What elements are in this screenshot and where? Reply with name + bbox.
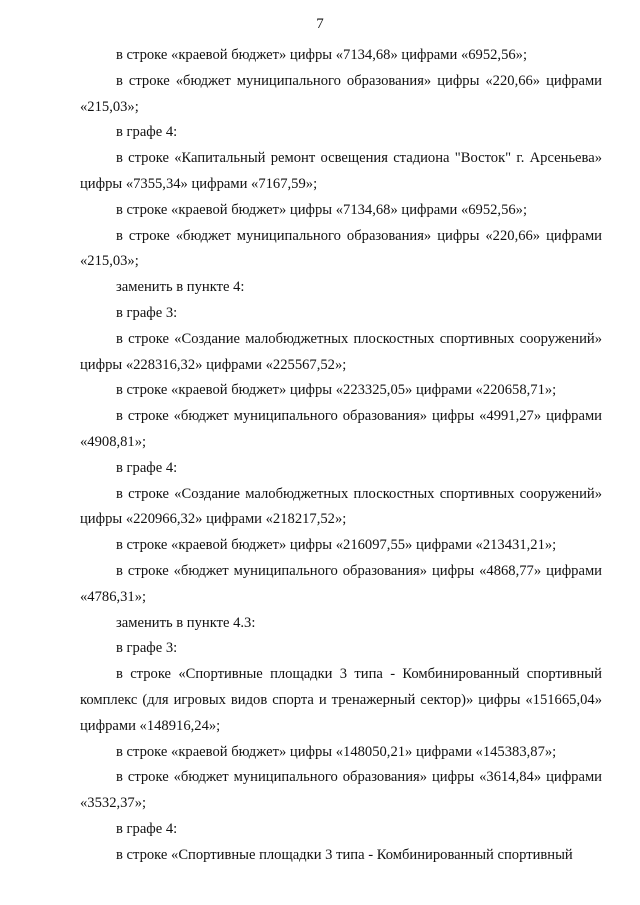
paragraph: в графе 4: <box>116 820 178 837</box>
paragraph: в строке «бюджет муниципального образования» цифры «220,66» цифрами «215,03»; <box>80 227 602 270</box>
document-body <box>80 43 602 869</box>
paragraph: в графе 4: <box>116 459 178 476</box>
paragraph: в строке «Создание малобюджетных плоскостных спортивных сооружений» цифры «220966,32» цифрами «218217,52»; <box>80 485 602 528</box>
paragraph: заменить в пункте 4: <box>116 279 245 296</box>
paragraph: в графе 3: <box>116 640 178 657</box>
paragraph: в строке «бюджет муниципального образования» цифры «3614,84» цифрами «3532,37»; <box>80 769 602 812</box>
paragraph: заменить в пункте 4.3: <box>116 614 256 631</box>
paragraph: в строке «краевой бюджет» цифры «216097,55» цифрами «213431,21»; <box>116 537 557 554</box>
paragraph: в строке «бюджет муниципального образования» цифры «4868,77» цифрами «4786,31»; <box>80 562 602 605</box>
paragraph: в строке «краевой бюджет» цифры «7134,68» цифрами «6952,56»; <box>116 47 528 63</box>
paragraph: в строке «краевой бюджет» цифры «223325,05» цифрами «220658,71»; <box>116 382 557 399</box>
paragraph: в строке «бюджет муниципального образования» цифры «220,66» цифрами «215,03»; <box>80 72 602 115</box>
paragraph: в строке «Создание малобюджетных плоскостных спортивных сооружений» цифры «228316,32» цифрами «225567,52»; <box>80 330 602 373</box>
paragraph: в графе 3: <box>116 304 178 321</box>
paragraph: в строке «бюджет муниципального образования» цифры «4991,27» цифрами «4908,81»; <box>80 408 602 450</box>
paragraph: в строке «краевой бюджет» цифры «7134,68» цифрами «6952,56»; <box>116 201 528 218</box>
page-number: 7 <box>316 16 324 32</box>
paragraph: в строке «Капитальный ремонт освещения стадиона "Восток" г. Арсеньева» цифры «7355,34» цифрами «7167,59»; <box>80 150 602 192</box>
paragraph: в строке «Спортивные площадки 3 типа - Комбинированный спортивный <box>116 846 573 863</box>
paragraph: в строке «Спортивные площадки 3 типа - Комбинированный спортивный комплекс (для игровых видов спорта и тренажерный сектор)» цифры «151665,04» цифрами «148916,24»; <box>80 666 602 734</box>
paragraph: в строке «краевой бюджет» цифры «148050,21» цифрами «145383,87»; <box>116 743 557 760</box>
paragraph: в графе 4: <box>116 124 178 141</box>
